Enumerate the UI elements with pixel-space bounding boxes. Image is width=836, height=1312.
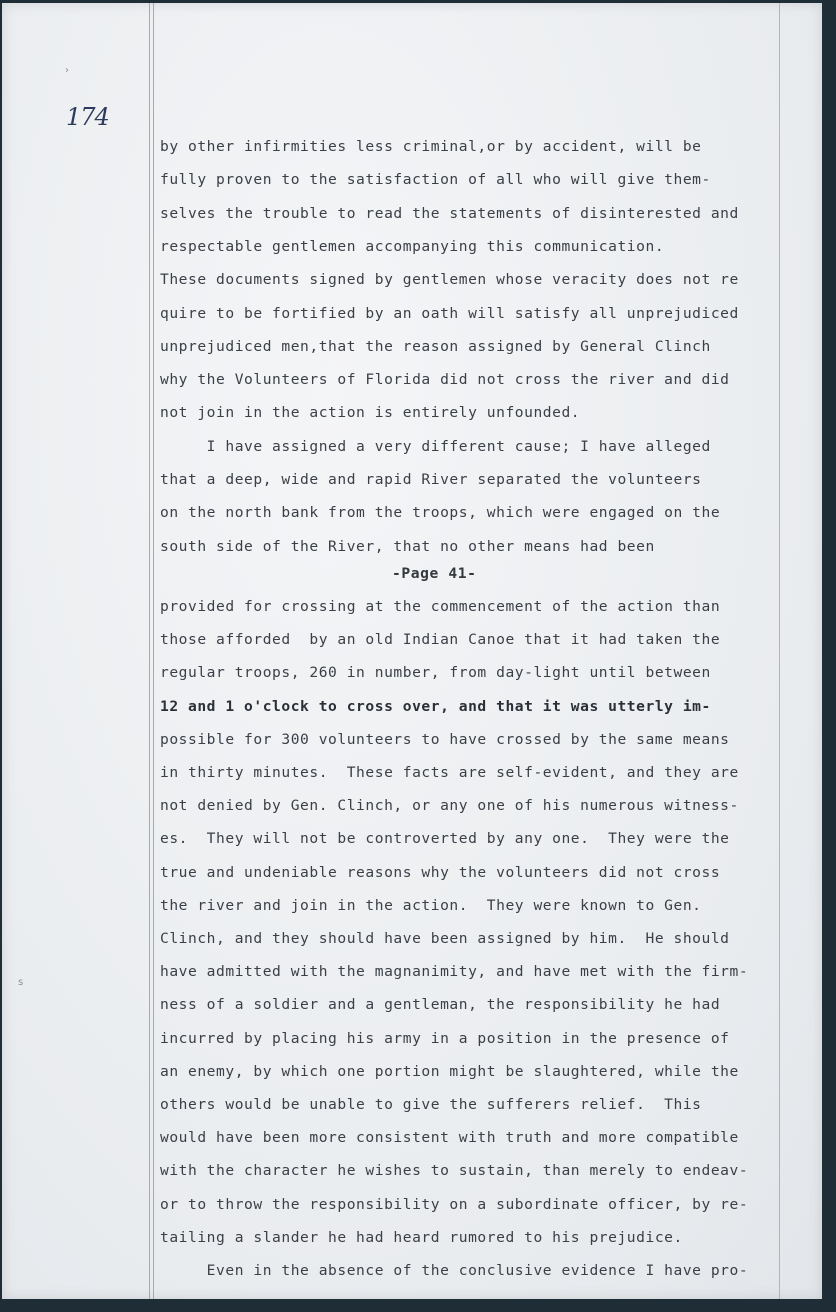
- text-line: Clinch, and they should have been assigned by him. He should: [160, 930, 730, 947]
- text-line: regular troops, 260 in number, from day-light until between: [160, 664, 711, 682]
- text-line: possible for 300 volunteers to have crossed by the same means: [160, 730, 730, 748]
- text-line: not join in the action is entirely unfounded.: [160, 404, 581, 422]
- text-line: Even in the absence of the conclusive evidence I have pro-: [160, 1262, 749, 1279]
- text-line: unprejudiced men,that the reason assigned by General Clinch: [160, 337, 711, 355]
- text-line: not denied by Gen. Clinch, or any one of his numerous witness-: [160, 797, 739, 815]
- text-line: incurred by placing his army in a position in the presence of: [160, 1029, 730, 1047]
- left-margin-rule-inner: [153, 3, 154, 1299]
- text-line: These documents signed by gentlemen whose veracity does not re: [160, 271, 739, 289]
- text-line: fully proven to the satisfaction of all who will give them-: [160, 171, 711, 189]
- text-line: others would be unable to give the sufferers relief. This: [160, 1096, 702, 1113]
- text-line: have admitted with the magnanimity, and have met with the firm-: [160, 963, 749, 981]
- text-line: with the character he wishes to sustain, than merely to endeav-: [160, 1162, 749, 1180]
- text-line: respectable gentlemen accompanying this communication.: [160, 237, 665, 255]
- text-line: or to throw the responsibility on a subordinate officer, by re-: [160, 1195, 749, 1213]
- text-line: ness of a soldier and a gentleman, the responsibility he had: [160, 996, 721, 1014]
- text-line: an enemy, by which one portion might be slaughtered, while the: [160, 1062, 739, 1080]
- pencil-mark: s: [18, 977, 24, 988]
- text-line: would have been more consistent with truth and more compatible: [160, 1129, 739, 1147]
- text-line: true and undeniable reasons why the volunteers did not cross: [160, 863, 721, 881]
- page-marker: -Page 41-: [392, 565, 477, 582]
- pencil-mark: ›: [65, 65, 69, 76]
- text-line: quire to be fortified by an oath will satisfy all unprejudiced: [160, 304, 739, 322]
- left-margin-rule: [149, 3, 150, 1299]
- text-line: why the Volunteers of Florida did not cross the river and did: [160, 371, 730, 389]
- text-line: south side of the River, that no other means had been: [160, 537, 655, 555]
- text-line: those afforded by an old Indian Canoe that it had taken the: [160, 631, 721, 649]
- text-line: tailing a slander he had heard rumored to his prejudice.: [160, 1228, 683, 1246]
- text-line: I have assigned a very different cause; I have alleged: [160, 437, 711, 455]
- text-line: that a deep, wide and rapid River separated the volunteers: [160, 471, 702, 488]
- typewritten-page: [2, 3, 822, 1299]
- text-line: es. They will not be controverted by any one. They were the: [160, 830, 730, 848]
- text-line: provided for crossing at the commencement of the action than: [160, 598, 721, 615]
- text-line: 12 and 1 o'clock to cross over, and that it was utterly im-: [160, 697, 711, 715]
- handwritten-page-number: 174: [66, 103, 109, 131]
- text-line: on the north bank from the troops, which were engaged on the: [160, 504, 721, 522]
- text-line: the river and join in the action. They were known to Gen.: [160, 896, 702, 914]
- text-line: selves the trouble to read the statements of disinterested and: [160, 204, 739, 222]
- right-margin-rule: [779, 3, 780, 1299]
- text-line: by other infirmities less criminal,or by accident, will be: [160, 138, 702, 155]
- text-line: in thirty minutes. These facts are self-evident, and they are: [160, 764, 739, 781]
